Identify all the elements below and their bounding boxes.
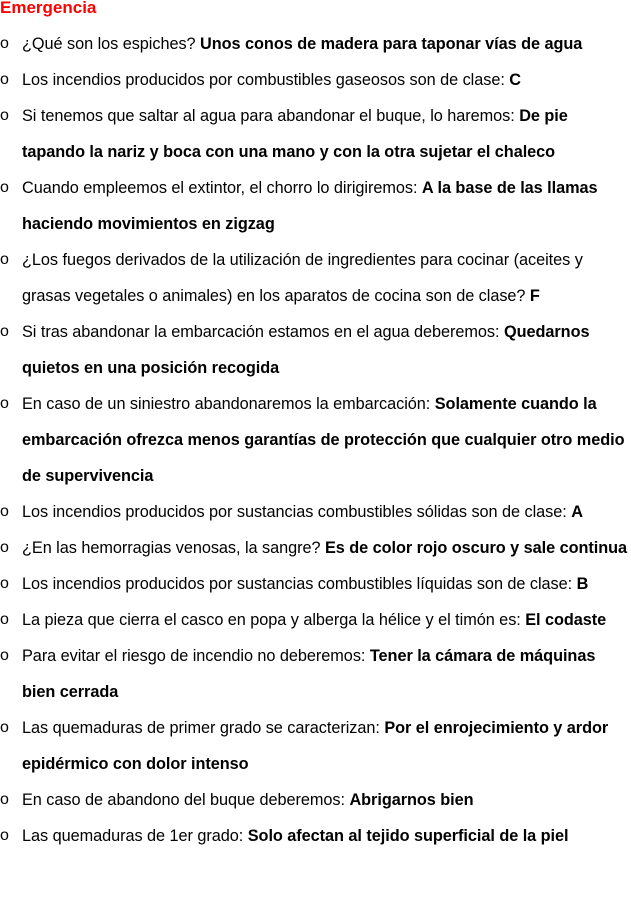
question-text: Cuando empleemos el extintor, el chorro lo dirigiremos: [22, 179, 422, 197]
list-item [0, 818, 631, 854]
question-text: ¿Qué son los espiches? [22, 35, 201, 53]
answer-text: Abrigarnos bien [349, 791, 474, 809]
bullet-icon: o [0, 827, 9, 844]
list-item [0, 314, 631, 386]
question-text: ¿En las hemorragias venosas, la sangre? [22, 539, 325, 557]
bullet-icon: o [0, 71, 9, 88]
bullet-icon: o [0, 719, 9, 736]
answer-text: Quedarnos quietos en una posición recogida [22, 323, 590, 377]
list-item [0, 494, 631, 530]
question-text: Los incendios producidos por sustancias combustibles sólidas son de clase: [22, 503, 572, 521]
answer-text: C [509, 71, 522, 89]
answer-text: F [529, 287, 540, 305]
question-text: ¿Los fuegos derivados de la utilización de ingredientes para cocinar (aceites y grasas vegetales o animales) en los aparatos de cocina son de clase? [22, 251, 583, 305]
bullet-icon: o [0, 395, 9, 412]
question-text: Si tenemos que saltar al agua para abandonar el buque, lo haremos: [22, 107, 520, 125]
list-item [0, 242, 631, 314]
answer-text: A [571, 503, 583, 521]
question-text: En caso de abandono del buque deberemos: [22, 791, 350, 809]
question-text: Si tras abandonar la embarcación estamos en el agua deberemos: [22, 323, 504, 341]
bullet-icon: o [0, 35, 9, 52]
list-item [0, 98, 631, 170]
question-answer-list [0, 26, 631, 854]
question-text: La pieza que cierra el casco en popa y alberga la hélice y el timón es: [22, 611, 526, 629]
question-text: En caso de un siniestro abandonaremos la embarcación: [22, 395, 435, 413]
answer-text: B [576, 575, 589, 593]
list-item [0, 602, 631, 638]
bullet-icon: o [0, 179, 9, 196]
list-item [0, 386, 631, 494]
bullet-icon: o [0, 611, 9, 628]
answer-text: Solo afectan al tejido superficial de la piel [247, 827, 569, 845]
bullet-icon: o [0, 107, 9, 124]
question-text: Las quemaduras de primer grado se caracterizan: [22, 719, 385, 737]
bullet-icon: o [0, 791, 9, 808]
answer-text: El codaste [525, 611, 607, 629]
list-item [0, 566, 631, 602]
question-text: Las quemaduras de 1er grado: [22, 827, 248, 845]
bullet-icon: o [0, 251, 9, 268]
list-item [0, 170, 631, 242]
question-text: Los incendios producidos por sustancias combustibles líquidas son de clase: [22, 575, 577, 593]
bullet-icon: o [0, 647, 9, 664]
list-item [0, 710, 631, 782]
answer-text: Solamente cuando la embarcación ofrezca menos garantías de protección que cualquier otro medio de supervivencia [22, 395, 625, 485]
list-item [0, 638, 631, 710]
bullet-icon: o [0, 539, 9, 556]
answer-text: Es de color rojo oscuro y sale continua [324, 539, 628, 557]
answer-text: De pie tapando la nariz y boca con una mano y con la otra sujetar el chaleco [22, 107, 568, 161]
list-item [0, 782, 631, 818]
question-text: Para evitar el riesgo de incendio no deberemos: [22, 647, 370, 665]
answer-text: Por el enrojecimiento y ardor epidérmico con dolor intenso [22, 719, 609, 773]
answer-text: Unos conos de madera para taponar vías de agua [200, 35, 583, 53]
list-item [0, 26, 631, 62]
answer-text: A la base de las llamas haciendo movimientos en zigzag [22, 179, 598, 233]
bullet-icon: o [0, 575, 9, 592]
list-item [0, 62, 631, 98]
bullet-icon: o [0, 503, 9, 520]
answer-text: Tener la cámara de máquinas bien cerrada [22, 647, 596, 701]
list-item [0, 530, 631, 566]
bullet-icon: o [0, 323, 9, 340]
question-text: Los incendios producidos por combustibles gaseosos son de clase: [22, 71, 510, 89]
document-heading: Emergencia [0, 0, 97, 17]
